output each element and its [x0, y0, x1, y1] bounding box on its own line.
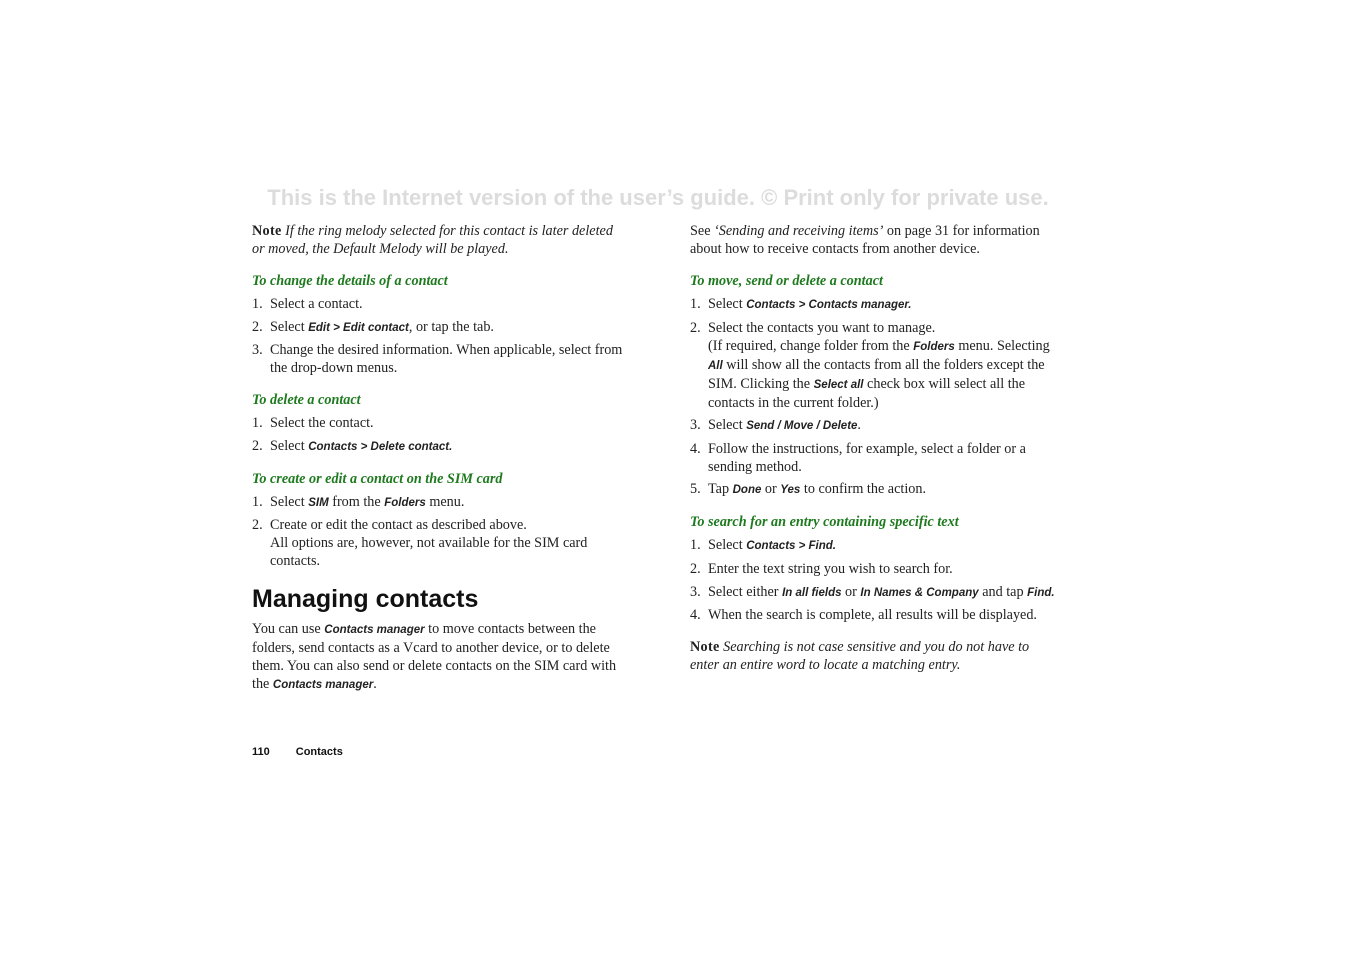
heading-search-entry: To search for an entry containing specific text: [690, 514, 959, 531]
print-watermark-banner: This is the Internet version of the user’s guide. © Print only for private use.: [267, 185, 1049, 210]
list-item: 2. Select Edit > Edit contact, or tap the tab.: [252, 318, 494, 335]
steps-delete-contact: [252, 414, 624, 456]
note-search-case: Note Searching is not case sensitive and you do not have to enter an entire word to locate a matching entry.: [690, 639, 1030, 674]
list-item: 1. Select SIM from the Folders menu.: [252, 493, 465, 510]
left-column: [252, 222, 624, 708]
list-item: 5. Tap Done or Yes to confirm the action.: [690, 481, 927, 498]
right-column: [690, 222, 1056, 688]
managing-contacts-paragraph: You can use Contacts manager to move contacts between the folders, send contacts as a Vcard to another device, or to delete them. You can also send or delete contacts on the SIM card with the Contacts manager.: [252, 621, 617, 693]
list-item: 4. Follow the instructions, for example, select a folder or a sending method.: [690, 440, 1026, 475]
steps-sim-contact: [252, 493, 624, 571]
heading-change-details: To change the details of a contact: [252, 273, 448, 289]
heading-managing-contacts: Managing contacts: [252, 585, 479, 614]
heading-move-send-delete: To move, send or delete a contact: [690, 273, 883, 289]
page-number: 110: [252, 746, 270, 758]
page-footer: [252, 746, 343, 758]
list-item: 2. Select the contacts you want to manage. (If required, change folder from the Folders menu. Selecting All will show all the contacts from all the folders except the SIM. Clicking the Select all check box will select all the contacts in the current folder.): [690, 319, 1050, 411]
note-ring-melody: Note If the ring melody selected for this contact is later deleted or moved, the Default Melody will be played.: [252, 223, 613, 257]
footer-section-title: Contacts: [295, 746, 343, 758]
list-item: 1. Select Contacts > Find.: [690, 537, 836, 554]
heading-delete-contact: To delete a contact: [252, 392, 361, 409]
list-item: 3. Change the desired information. When applicable, select from the drop-down menus.: [252, 342, 623, 377]
steps-search-entry: [690, 536, 1056, 624]
list-item: 3. Select Send / Move / Delete.: [690, 417, 861, 434]
list-item: 3. Select either In all fields or In Names & Company and tap Find.: [690, 583, 1055, 600]
see-reference-paragraph: See ‘Sending and receiving items’ on page 31 for information about how to receive contacts from another device.: [690, 223, 1040, 257]
list-item: 1. Select Contacts > Contacts manager.: [690, 296, 912, 312]
heading-sim-contact: To create or edit a contact on the SIM card: [252, 470, 503, 487]
steps-move-send-delete: [690, 295, 1056, 499]
steps-change-details: [252, 295, 624, 377]
list-item: 4. When the search is complete, all results will be displayed.: [690, 607, 1037, 624]
list-item: 1. Select the contact.: [252, 415, 374, 432]
list-item: 2. Enter the text string you wish to search for.: [690, 560, 953, 577]
list-item: 2. Create or edit the contact as described above. All options are, however, not available for the SIM card contacts.: [252, 517, 588, 570]
list-item: 2. Select Contacts > Delete contact.: [252, 437, 453, 454]
cross-reference: ‘Sending and receiving items’: [714, 223, 884, 239]
list-item: 1. Select a contact.: [252, 296, 363, 312]
